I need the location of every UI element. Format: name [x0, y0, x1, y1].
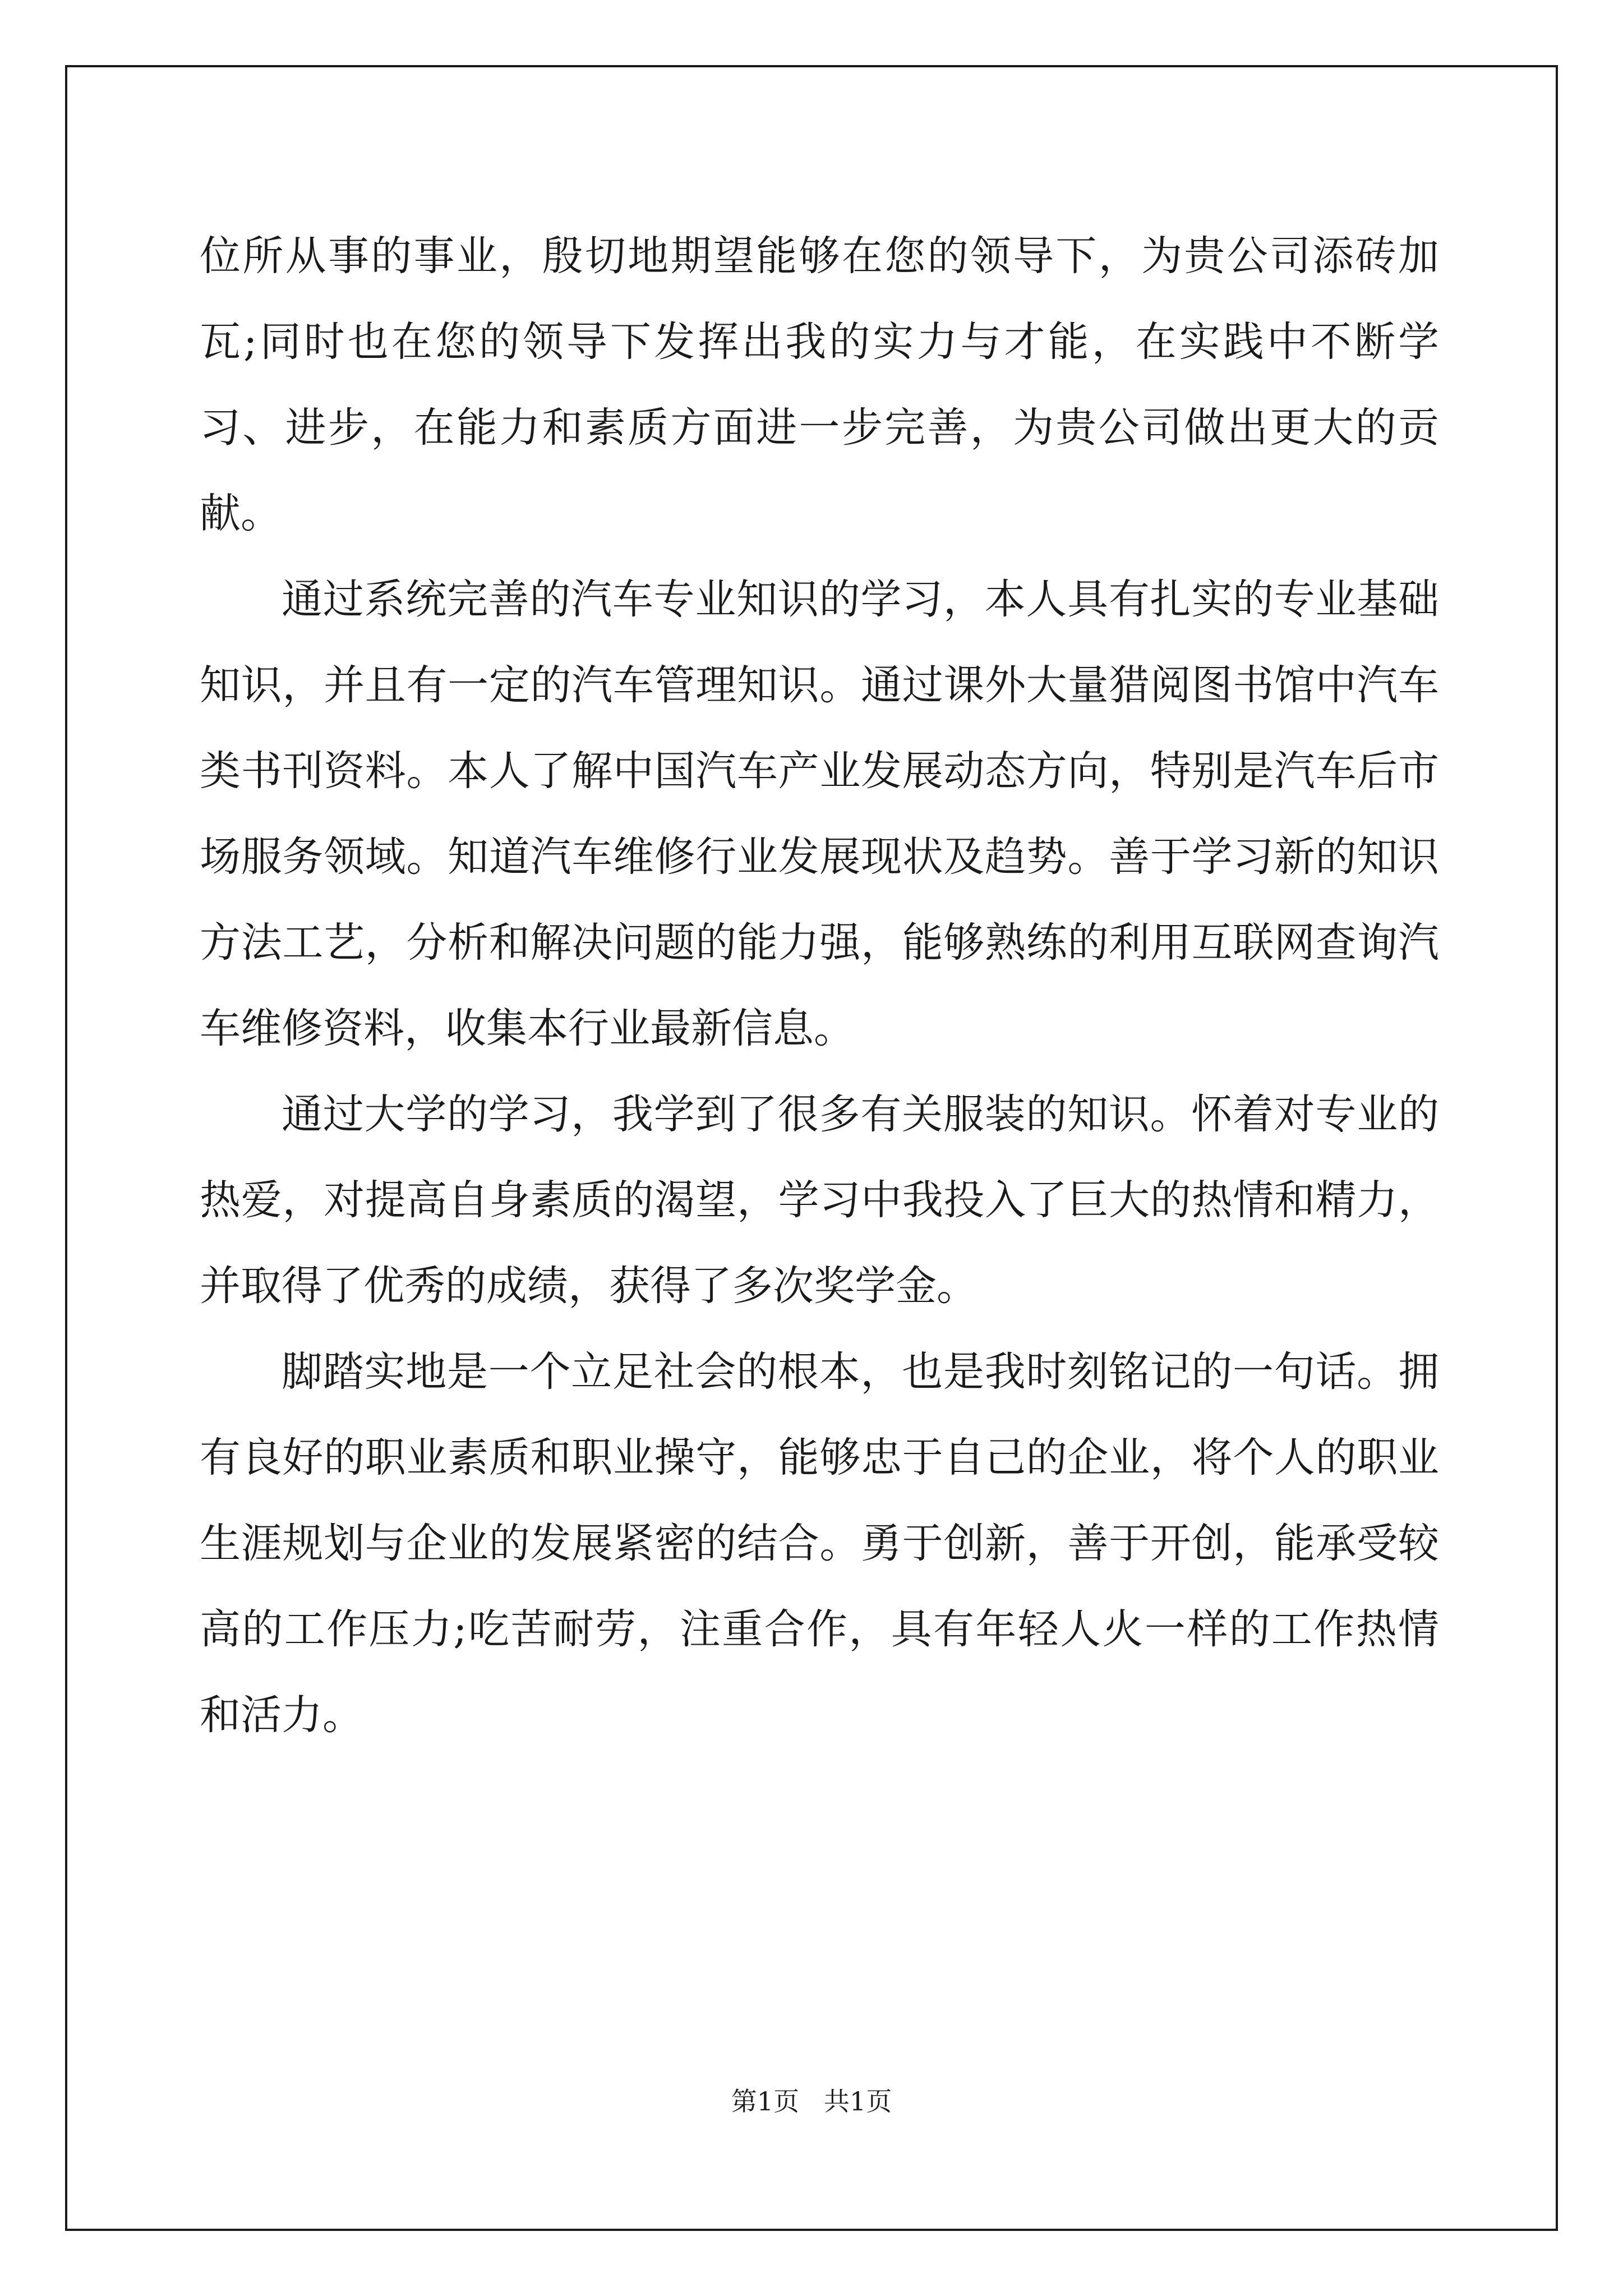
paragraph-4: 脚踏实地是一个立足社会的根本，也是我时刻铭记的一句话。拥有良好的职业素质和职业操守，能够忠于自己的企业，将个人的职业生涯规划与企业的发展紧密的结合。勇于创新，善于开创，能承受较高的工作压力;吃苦耐劳，注重合作，具有年轻人火一样的工作热情和活力。 — [200, 1348, 1439, 1739]
page-footer: 第1页 共1页 — [731, 2086, 892, 2116]
paragraph-3: 通过大学的学习，我学到了很多有关服装的知识。怀着对专业的热爱，对提高自身素质的渴望，学习中我投入了巨大的热情和精力，并取得了优秀的成绩，获得了多次奖学金。 — [200, 1091, 1439, 1310]
paragraph-1: 位所从事的事业，殷切地期望能够在您的领导下，为贵公司添砖加瓦;同时也在您的领导下发挥出我的实力与才能，在实践中不断学习、进步，在能力和素质方面进一步完善，为贵公司做出更大的贡献。 — [200, 232, 1439, 537]
document-body — [200, 213, 1439, 1758]
paragraph-2: 通过系统完善的汽车专业知识的学习，本人具有扎实的专业基础知识，并且有一定的汽车管理知识。通过课外大量猎阅图书馆中汽车类书刊资料。本人了解中国汽车产业发展动态方向，特别是汽车后市场服务领域。知道汽车维修行业发展现状及趋势。善于学习新的知识方法工艺，分析和解决问题的能力强，能够熟练的利用互联网查询汽车维修资料，收集本行业最新信息。 — [200, 576, 1439, 1052]
